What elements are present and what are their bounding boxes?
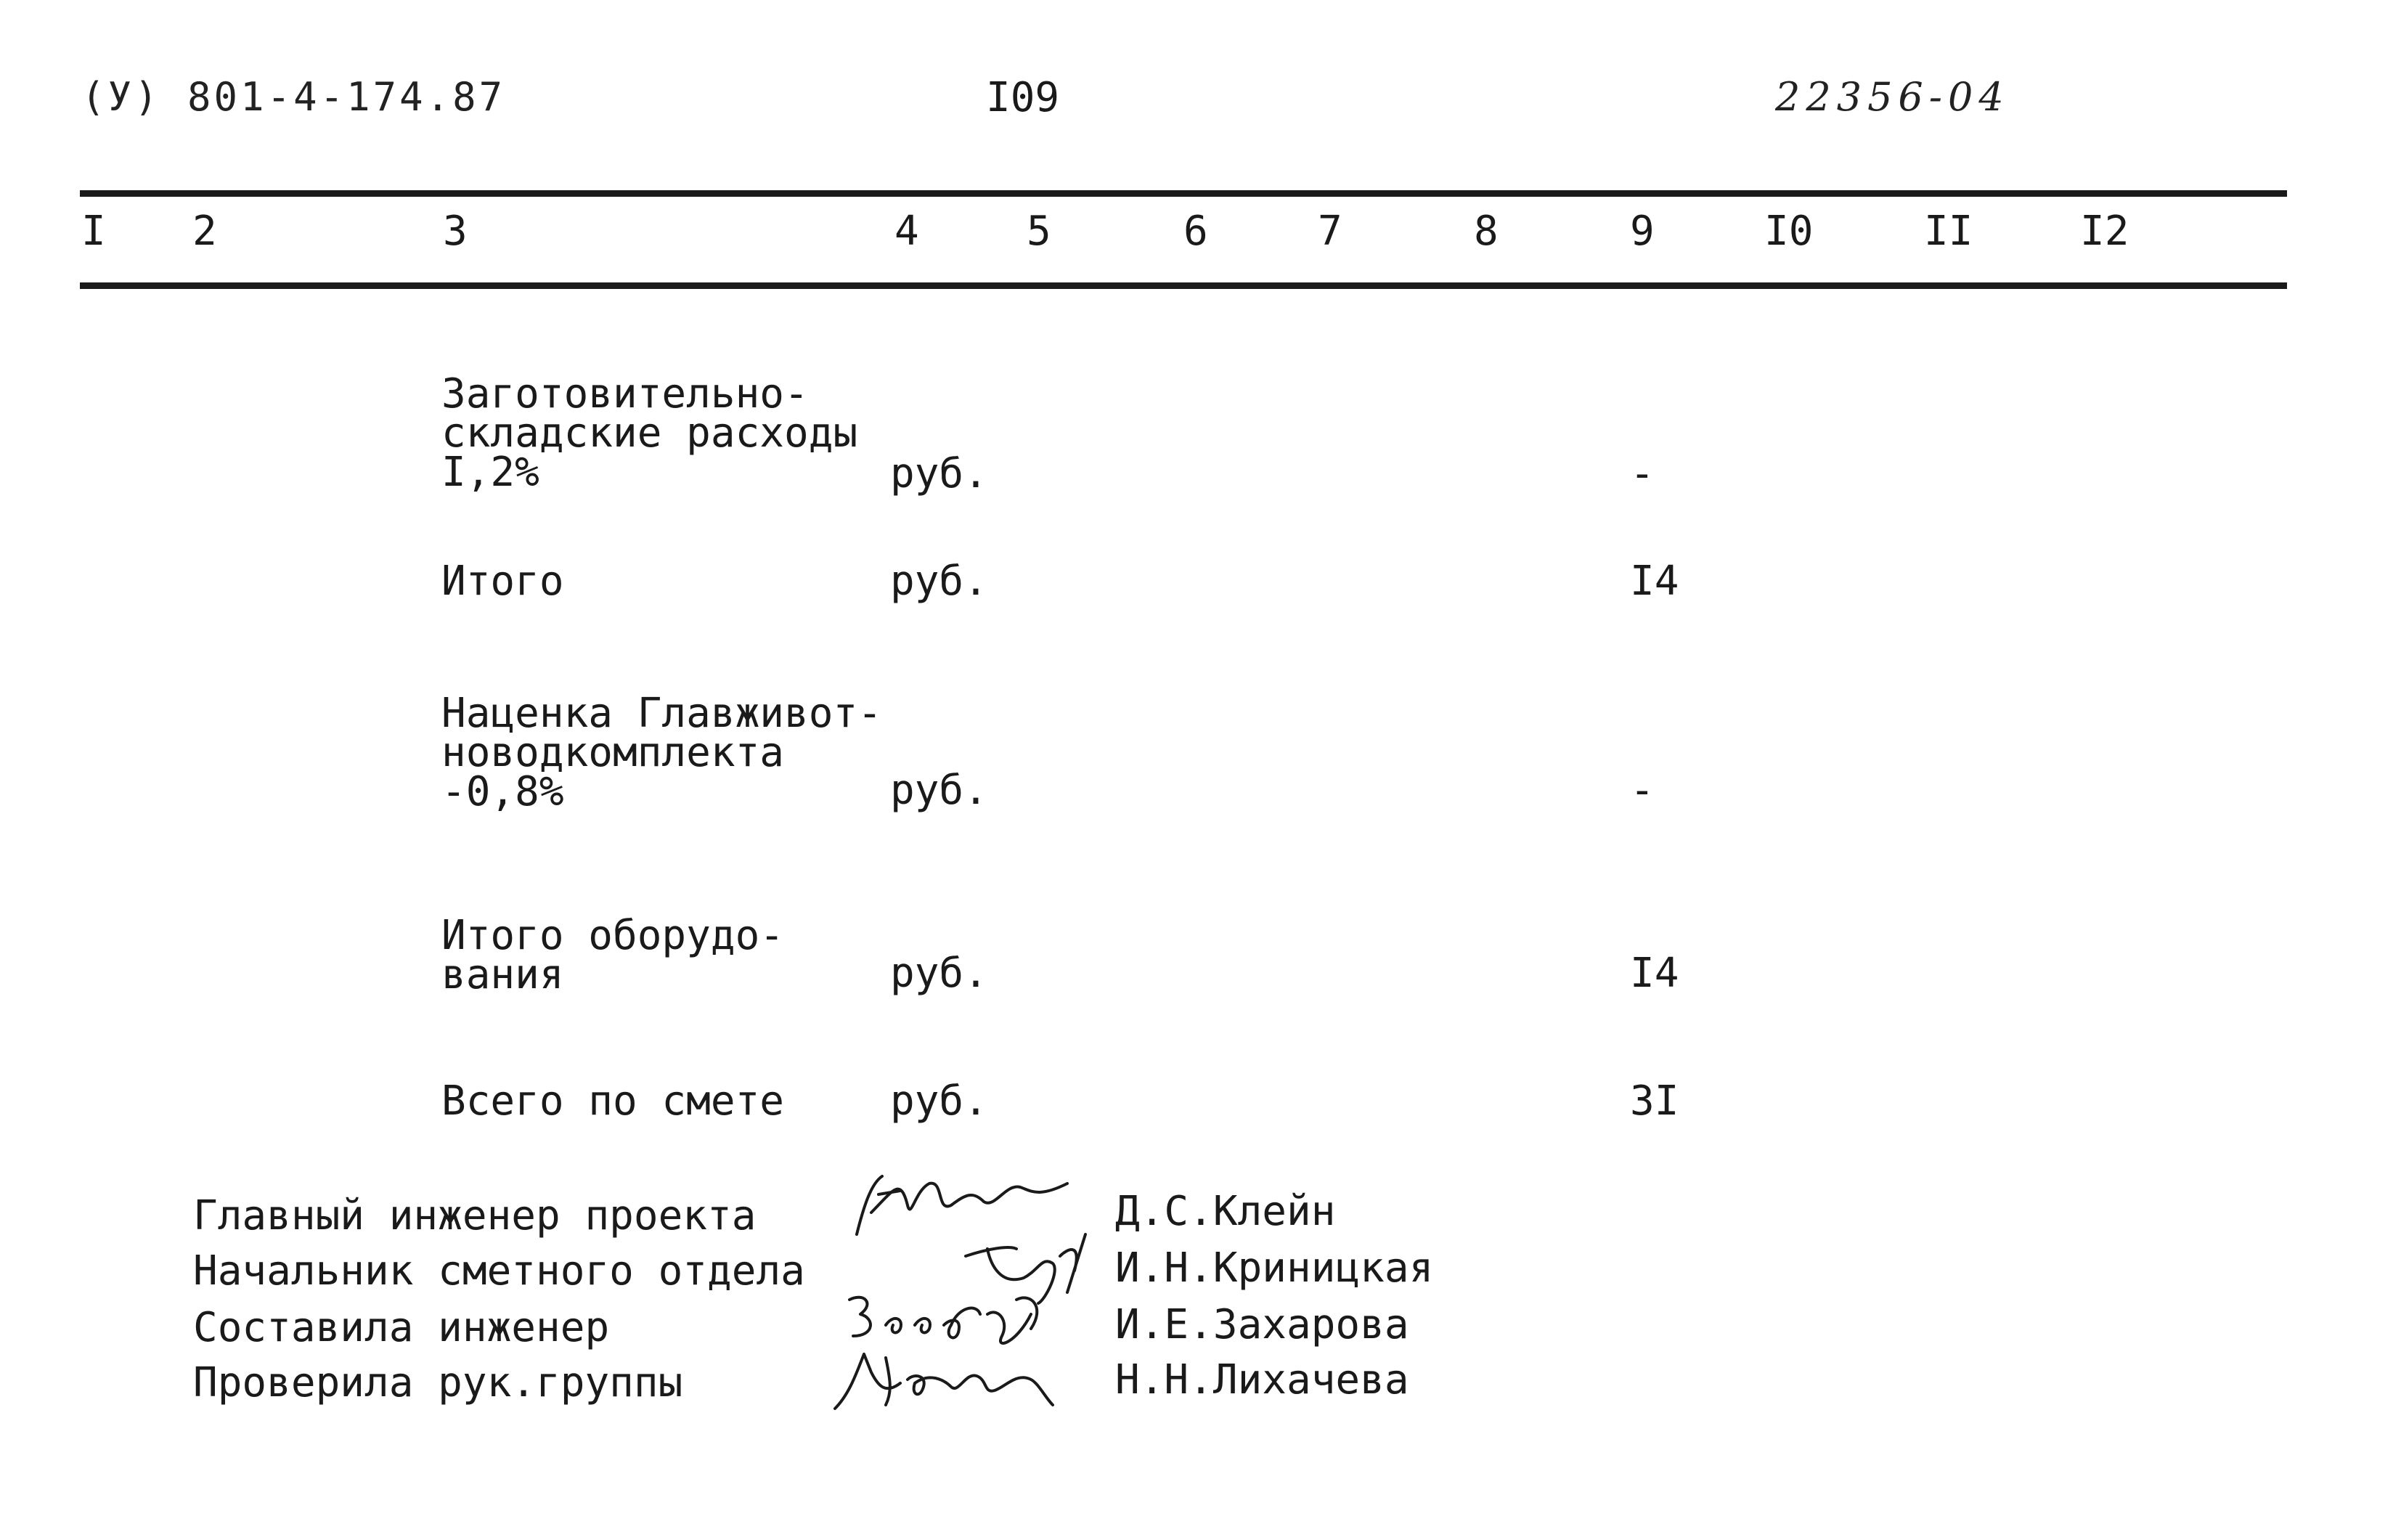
signatory-name: Н.Н.Лихачева [1115,1356,1409,1403]
column-header: 4 [894,208,919,255]
row-unit: руб. [890,1077,988,1125]
row-unit: руб. [890,767,988,814]
column-header: 9 [1630,208,1655,255]
column-header: 2 [192,208,217,255]
column-header: II [1924,208,1973,255]
column-header: 7 [1318,208,1342,255]
signatory-role: Начальник сметного отдела [193,1247,805,1295]
column-header: 5 [1027,208,1051,255]
row-name: Всего по смете [441,1077,785,1125]
row-value: I4 [1630,950,1679,997]
column-header: I2 [2080,208,2129,255]
row-value: - [1630,767,1655,814]
inventory-number: 22356-04 [1775,74,2010,120]
row-unit: руб. [890,450,988,497]
signatory-role: Проверила рук.группы [193,1359,683,1406]
column-header: I [81,208,106,255]
row-value: - [1630,450,1655,497]
row-name: Итого [441,558,564,605]
row-unit: руб. [890,950,988,997]
signatory-name: И.Н.Криницкая [1115,1244,1434,1292]
page-number: I09 [986,74,1060,121]
table-top-rule [80,190,2287,197]
column-header: 8 [1474,208,1499,255]
row-name: Наценка Главживот- новодкомплекта -0,8% [441,690,882,815]
table-bottom-rule [80,282,2287,289]
row-unit: руб. [890,558,988,605]
handwritten-signature [820,1343,1082,1423]
signatory-name: Д.С.Клейн [1115,1188,1336,1235]
signatory-role: Составила инженер [193,1304,610,1351]
row-name: Заготовительно- складские расходы I,2% [441,370,858,496]
document-code: (У) 801-4-174.87 [81,74,506,120]
row-value: 3I [1630,1077,1679,1125]
column-header: 6 [1183,208,1208,255]
signatory-role: Главный инженер проекта [193,1192,757,1239]
column-header: 3 [443,208,468,255]
row-name: Итого оборудо- вания [441,912,785,998]
signatory-name: И.Е.Захарова [1115,1301,1409,1348]
column-header: I0 [1764,208,1814,255]
row-value: I4 [1630,558,1679,605]
